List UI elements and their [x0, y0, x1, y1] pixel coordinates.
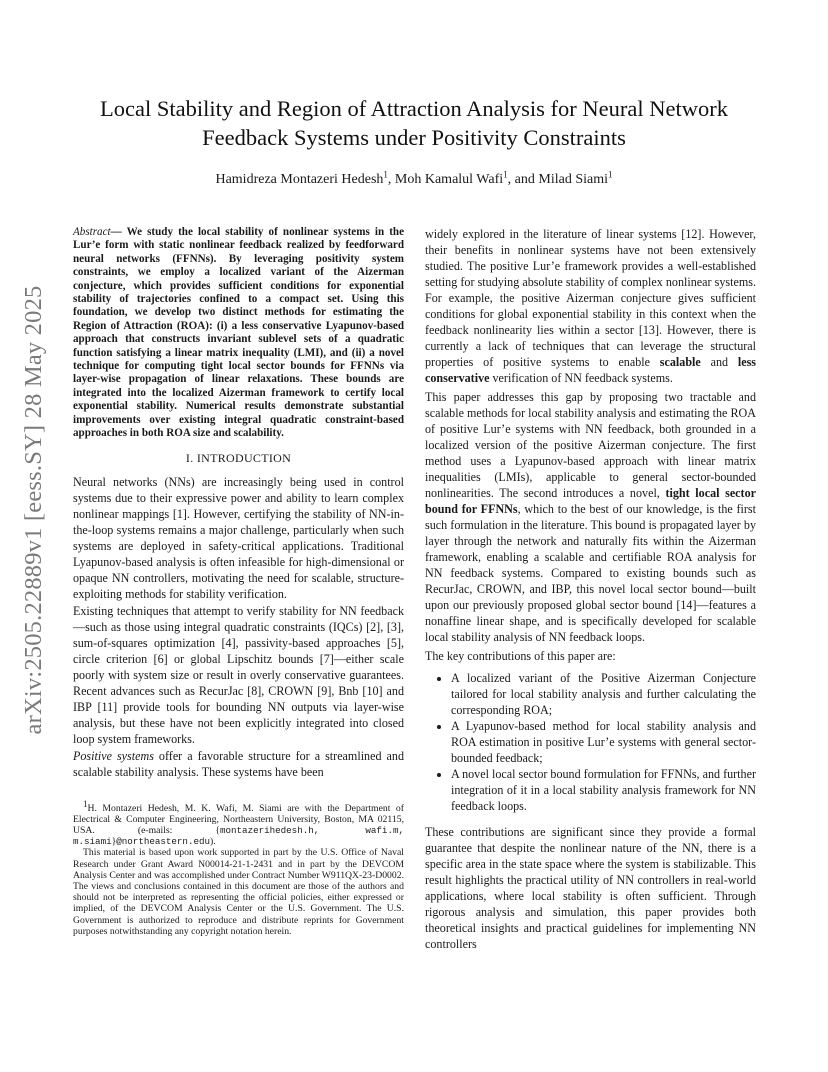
contributions-list — [425, 670, 756, 814]
abstract-text: We study the local stability of nonlinear systems in the Lur’e form with static nonlinear feedback realized by feedforward neural networks (FFNNs). By leveraging positivity system constraints, we employ a localized variant of the Aizerman conjecture, which provides sufficient conditions for exponential stability of trajectories confined to a compact set. Using this foundation, we develop two distinct methods for estimating the Region of Attraction (ROA): (i) a less conservative Lyapunov-based approach that constructs invariant sublevel sets of a quadratic function satisfying a linear matrix inequality (LMI), and (ii) a novel technique for computing tight local sector bounds for FFNNs via layer-wise propagation of linear relaxations. These bounds are integrated into the localized Aizerman framework to certify local exponential stability. Numerical results demonstrate substantial improvements over existing integral quadratic constraint-based approaches in both ROA size and scalability. — [73, 226, 404, 440]
right-paragraph-1-end: verification of NN feedback systems. — [489, 371, 673, 385]
intro-paragraph-3-text: offer a favorable structure for a streamlined and scalable stability analysis. These systems have been — [73, 748, 404, 779]
emphasis-less-conservative: less conservative — [425, 355, 756, 385]
intro-paragraph-2: Existing techniques that attempt to verify stability for NN feedback—such as those using integral quadratic constraints (IQCs) [2], [3], sum-of-squares optimization [4], passivity-based approaches [5], circle criterion [6] or global Lipschitz bounds [7]—either scale poorly with system size or result in overly conservative guarantees. Recent advances such as RecurJac [8], CROWN [9], Bnb [10] and IBP [11] provide tools for bounding NN outputs via layer-wise analysis, but these have not been explicitly integrated into closed loop system frameworks. — [73, 603, 404, 746]
right-paragraph-1 — [425, 226, 756, 386]
footnote-brace: } — [111, 836, 117, 848]
paper-title — [80, 94, 748, 152]
footnote-funding: This material is based upon work supported in part by the U.S. Office of Naval Research under Grant Award N00014-21-1-2431 and in part by the DEVCOM Analysis Center and was accomplished under Contract Number W911QX-23-D0002. The views and conclusions contained in this document are those of the authors and should not be interpreted as representing the official policies, either expressed or implied, of the DEVCOM Analysis Center or the U.S. Government. The U.S. Government is authorized to reproduce and distribute reprints for Government purposes notwithstanding any copyright notation herein. — [73, 847, 404, 937]
footnotes — [73, 798, 404, 937]
intro-paragraph-3 — [73, 748, 404, 780]
right-paragraph-1-text: widely explored in the literature of linear systems [12]. However, their benefits in nonlinear systems have not been extensively studied. The positive Lur’e framework provides a well-established setting for studying absolute stability of complex nonlinear systems. For example, the positive Aizerman conjecture gives sufficient conditions for global exponential stability in this context when the feedback nonlinearity lies within a sector [13]. However, there is currently a lack of techniques that can leverage the structural properties of positive systems to enable — [425, 227, 756, 369]
arxiv-identifier: arXiv:2505.22889v1 [eess.SY] 28 May 2025 — [20, 285, 47, 735]
footnote-end: ). — [210, 836, 216, 848]
footnote-affiliation — [73, 798, 404, 848]
list-item: • A localized variant of the Positive Aizerman Conjecture tailored for local stability analysis and further calculating the corresponding ROA; — [451, 670, 756, 718]
email-domain: @northeastern.edu — [116, 836, 210, 848]
list-item: • A Lyapunov-based method for local stability analysis and ROA estimation in positive Lur’e systems with general sector-bounded feedback; — [451, 718, 756, 766]
author-1: Hamidreza Montazeri Hedesh — [215, 172, 384, 187]
author-separator: , and — [507, 172, 539, 187]
positive-systems-term: Positive systems — [73, 748, 154, 763]
author-2: Moh Kamalul Wafi — [394, 172, 504, 187]
abstract — [73, 226, 404, 441]
emphasis-tight-bound: tight local sector bound for FFNNs — [425, 486, 756, 516]
right-column — [425, 226, 756, 952]
abstract-label: Abstract — [73, 226, 111, 238]
author-list — [80, 171, 748, 189]
right-paragraph-2 — [425, 389, 756, 645]
conjunction: and — [700, 355, 738, 369]
abstract-dash: — — [110, 226, 127, 238]
affiliation-mark: 1 — [503, 169, 508, 180]
title-line-2: Feedback Systems under Positivity Constraints — [202, 125, 626, 150]
title-line-1: Local Stability and Region of Attraction Analysis for Neural Network — [100, 96, 728, 121]
emphasis-scalable: scalable — [659, 355, 701, 369]
right-paragraph-3: These contributions are significant since they provide a formal guarantee that despite the nonlinear nature of the NN, there is a specific area in the state space where the system is stabilizable. This result highlights the practical utility of NN controllers in real-world applications, where local stability is often sufficient. Through rigorous analysis and simulation, this paper provides both theoretical insights and practical guidelines for implementing NN controllers — [425, 825, 756, 951]
arxiv-sidebar — [14, 285, 54, 735]
right-paragraph-2-rest: , which to the best of our knowledge, is the first such formulation in the literature. This bound is propagated layer by layer through the network and naturally fits within the Aizerman framework, enabling a scalable and certifiable ROA analysis for NN feedback systems. Compared to existing bounds such as RecurJac, CROWN, and IBP, this novel local sector bound—built upon our previously proposed global sector bound [14]—features a nonaffine linear shape, and is specifically developed for scalable local stability analysis of NN feedback loops. — [425, 502, 756, 644]
section-heading-introduction: I. INTRODUCTION — [185, 450, 292, 465]
affiliation-mark: 1 — [608, 169, 613, 180]
left-column — [73, 226, 404, 937]
author-separator: , — [387, 172, 395, 187]
right-paragraph-2-text: This paper addresses this gap by proposing two tractable and scalable methods for local stability analysis and estimating the ROA of positive Lur’e systems with NN feedback, both grounded in a localized version of the positive Aizerman conjecture. The first method uses a Lyapunov-based approach with linear matrix inequalities (LMIs), applicable to general sector-bounded nonlinearities. The second introduces a novel, — [425, 390, 756, 500]
intro-paragraph-1: Neural networks (NNs) are increasingly being used in control systems due to their expressive power and ability to learn complex nonlinear mappings [1]. However, certifying the stability of NN-in-the-loop systems remains a major challenge, particularly when such systems are deployed in safety-critical applications. Traditional Lyapunov-based analysis is often infeasible for high-dimensional or opaque NN controllers, motivating the need for scalable, structure-exploiting methods for stability verification. — [73, 474, 404, 601]
footnote-affiliation-text: H. Montazeri Hedesh, M. K. Wafi, M. Siami are with the Department of Electrical & Computer Engineering, Northeastern University, Boston, MA 02115, USA. (e-mails: { — [73, 802, 404, 836]
list-item: • A novel local sector bound formulation for FFNNs, and further integration of it in a local stability analysis framework for NN feedback loops. — [451, 766, 756, 814]
footnote-mark: 1 — [83, 798, 88, 809]
affiliation-mark: 1 — [383, 169, 388, 180]
author-emails: montazerihedesh.h, wafi.m, m.siami — [73, 824, 404, 848]
author-3: Milad Siami — [538, 172, 609, 187]
contributions-intro: The key contributions of this paper are: — [425, 649, 616, 663]
